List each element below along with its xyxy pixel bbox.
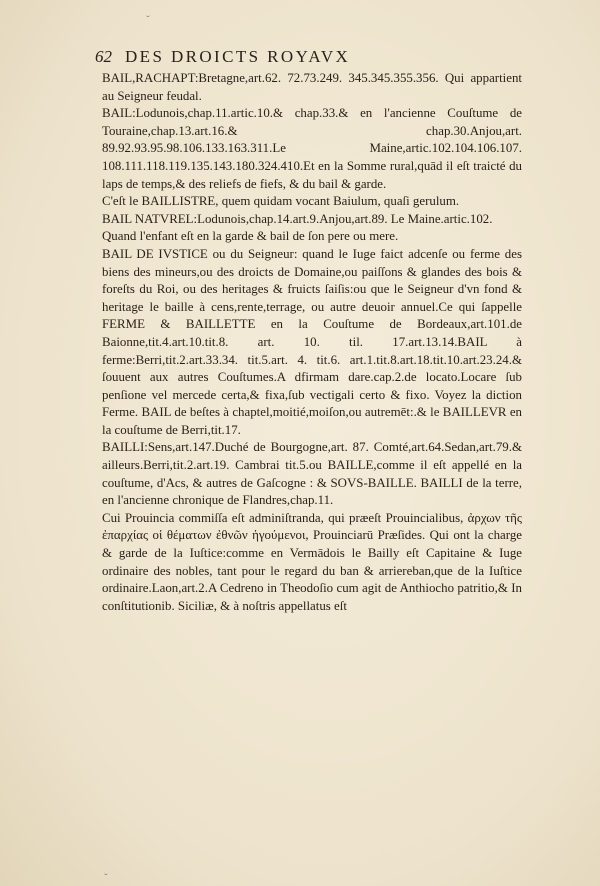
paragraph-bail-lodunois: BAIL:Lodunois,chap.11.artic.10.& chap.33.& en l'ancienne Couſtume de Touraine,chap.13.art.16.& chap.30.Anjou,art. 89.92.93.95.98.106.133.163.311.Le Maine,artic.102.104.106.107. 108.111.118.119.135.143.180.324.410.Et en la Somme rural,quād il eſt traicté du laps de temps,& des reliefs de fiefs, & du bail & garde. (102, 106, 522, 191)
page-body (102, 70, 522, 615)
bottom-mark: ˇ (104, 872, 108, 884)
paragraph-bail-de-justice: BAIL DE IVSTICE ou du Seigneur: quand le Iuge faict adcenſe ou ferme des biens des mineurs,ou des droicts de Domaine,ou paiſſons & glandes des bois & foreſts du Roi, ou des heritages & fruicts ſaiſis:ou que le Seigneur d'vn fond & heritage le baille à cens,rente,terrage, ou autre deuoir annuel.Ce qui ſappelle FERME & BAILLETTE en la Couſtume de Bordeaux,art.101.de Baionne,tit.4.art.10.tit.8. art. 10. til. 17.art.13.14.BAIL à ferme:Berri,tit.2.art.33.34. tit.5.art. 4. tit.6. art.1.tit.8.art.18.tit.10.art.23.24.& ſouuent aux autres Couſtumes.A dfirmam dare.cap.2.de locato.Locare ſub penſione vel mercede certa,& fixa,ſub vectigali certo & fixo. Voyez la diction Ferme. BAIL de beſtes à chaptel,moitié,moiſon,ou autremēt:.& le BAILLEVR en la couſtume de Berri,tit.17. (102, 246, 522, 437)
paragraph-bail-rachapt: BAIL,RACHAPT:Bretagne,art.62. 72.73.249. 345.345.355.356. Qui appartient au Seigneur feudal. (102, 71, 522, 103)
top-mark: ˇ (146, 14, 150, 26)
running-title: DES DROICTS ROYAVX (125, 47, 351, 66)
page-header (95, 47, 515, 69)
page-number: 62 (95, 47, 112, 66)
paragraph-baillistre: C'eſt le BAILLISTRE, quem quidam vocant Baiulum, quaſi gerulum. (102, 194, 460, 209)
paragraph-bailli: BAILLI:Sens,art.147.Duché de Bourgogne,art. 87. Comté,art.64.Sedan,art.79.& ailleurs.Berri,tit.2.art.19. Cambrai tit.5.ou BAILLE,comme il eſt appellé en la couſtume, d'Acs, & autres de Gaſcogne : & SOVS-BAILLE. BAILLI de la terre, en l'ancienne chronique de Flandres,chap.11. (102, 440, 522, 508)
paragraph-enfant-garde: Quand l'enfant eſt en la garde & bail de ſon pere ou mere. (102, 229, 399, 244)
paragraph-bail-naturel: BAIL NATVREL:Lodunois,chap.14.art.9.Anjou,art.89. Le Maine.artic.102. (102, 211, 493, 226)
paragraph-latin-prouincia: Cui Prouincia commiſſa eſt adminiſtranda, qui præeſt Prouincialibus, ἀρχων τῆς ἐπαρχίας οἱ θέματων ἐθνῶν ἡγούμενοι, Prouinciarū Præſides. Qui ont la charge & garde de la Iuſtice:comme en Vermādois le Bailly eſt Capitaine & Iuge ordinaire des nobles, tant pour le regard du ban & arriereban,que de la Iuſtice ordinaire.Laon,art.2.A Cedreno in Theodoſio cum agit de Anthiocho patritio,& In conſtitutionib. Siciliæ, & à noſtris appellatus eſt (102, 510, 522, 613)
